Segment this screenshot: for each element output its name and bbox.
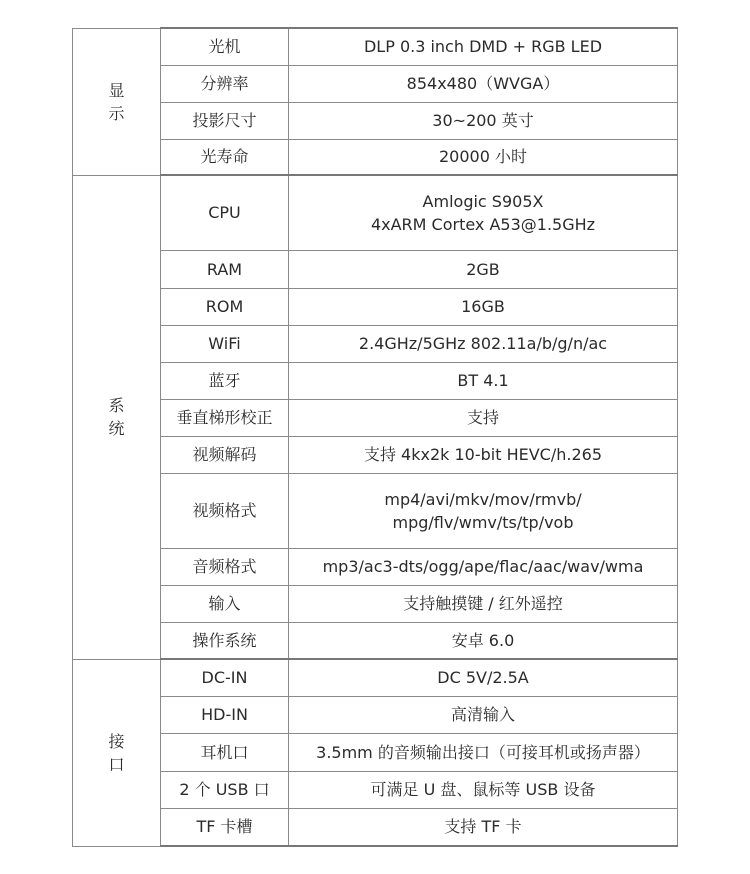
spec-label: 蓝牙 [161,362,289,399]
spec-value-line: DC 5V/2.5A [437,668,529,688]
spec-value-line: mp4/avi/mkv/mov/rmvb/ [384,489,582,509]
spec-row [73,399,678,436]
spec-value-line: 4xARM Cortex A53@1.5GHz [370,214,596,234]
spec-row [73,548,678,585]
spec-value-line: mpg/flv/wmv/ts/tp/vob [392,512,574,532]
spec-label: 垂直梯形校正 [161,399,289,436]
spec-label: 输入 [161,585,289,622]
spec-label: 光机 [161,28,289,65]
spec-value [289,585,678,622]
spec-value-line: 支持 [466,408,499,427]
spec-value [289,399,678,436]
spec-label: HD-IN [161,696,289,733]
spec-row [73,808,678,846]
spec-label: 音频格式 [161,548,289,585]
spec-value [289,288,678,325]
spec-label: 2 个 USB 口 [161,771,289,808]
spec-label: TF 卡槽 [161,808,289,846]
spec-value [289,28,678,65]
spec-value [289,102,678,139]
spec-value-line: 支持 4kx2k 10-bit HEVC/h.265 [363,445,603,464]
spec-row [73,362,678,399]
spec-row [73,659,678,696]
spec-value-line: 安卓 6.0 [451,630,515,650]
spec-label: 视频格式 [161,473,289,548]
spec-value-line: 可满足 U 盘、鼠标等 USB 设备 [370,780,596,799]
spec-value-line: 支持 TF 卡 [444,817,522,837]
spec-row [73,288,678,325]
spec-value-line: 16GB [461,297,505,316]
spec-row [73,175,678,250]
spec-label: 光寿命 [161,139,289,175]
spec-value-line: 854x480（WVGA） [406,74,560,93]
spec-label: 投影尺寸 [161,102,289,139]
spec-row [73,622,678,659]
section-title-char: 示 [108,103,125,123]
spec-value [289,548,678,585]
spec-row [73,139,678,175]
spec-row [73,250,678,288]
section-title [73,659,161,846]
spec-value-line: DLP 0.3 inch DMD + RGB LED [363,37,603,57]
section-title-char: 显 [108,80,125,100]
spec-row [73,102,678,139]
spec-value [289,659,678,696]
section-title-char: 统 [108,419,125,438]
spec-value-line: 高清输入 [450,705,515,724]
spec-value [289,733,678,771]
spec-value [289,362,678,399]
spec-row [73,733,678,771]
section-title-char: 口 [108,754,125,774]
section-title [73,175,161,659]
spec-row [73,585,678,622]
spec-value-line: 2.4GHz/5GHz 802.11a/b/g/n/ac [358,334,608,353]
spec-row [73,696,678,733]
spec-value-line: mp3/ac3-dts/ogg/ape/flac/aac/wav/wma [322,557,644,576]
spec-row [73,473,678,548]
spec-value [289,175,678,250]
spec-value-line: 2GB [466,259,500,279]
spec-value-line: BT 4.1 [457,371,509,390]
spec-label: RAM [161,250,289,288]
spec-value [289,436,678,473]
spec-value-line: 支持触摸键 / 红外遥控 [403,594,563,613]
spec-label: CPU [161,175,289,250]
spec-label: 分辨率 [161,65,289,102]
spec-value [289,139,678,175]
spec-row [73,65,678,102]
spec-value [289,473,678,548]
spec-label: 操作系统 [161,622,289,659]
spec-label: WiFi [161,325,289,362]
spec-row [73,28,678,65]
spec-value-line: Amlogic S905X [422,191,544,211]
spec-label: 视频解码 [161,436,289,473]
spec-row [73,325,678,362]
spec-value [289,808,678,846]
section-title-char: 系 [108,396,125,415]
spec-table [72,27,678,847]
spec-table-body [73,28,678,846]
section-title-char: 接 [108,731,125,751]
spec-label: ROM [161,288,289,325]
spec-value [289,325,678,362]
spec-value [289,622,678,659]
spec-value [289,65,678,102]
spec-value [289,250,678,288]
spec-label: 耳机口 [161,733,289,771]
spec-label: DC-IN [161,659,289,696]
spec-value [289,771,678,808]
spec-row [73,436,678,473]
spec-value [289,696,678,733]
section-title [73,28,161,175]
spec-row [73,771,678,808]
spec-value-line: 20000 小时 [439,147,527,167]
spec-value-line: 3.5mm 的音频输出接口（可接耳机或扬声器） [316,742,650,762]
spec-value-line: 30~200 英寸 [432,111,534,130]
